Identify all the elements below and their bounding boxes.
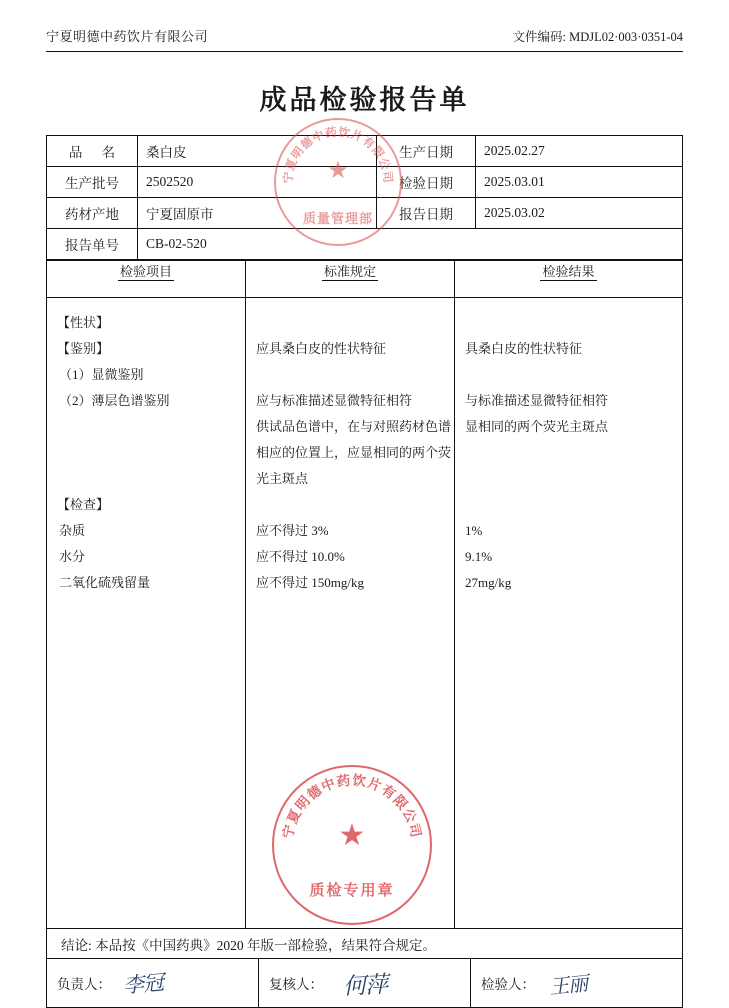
list-item: （1）显微鉴别 [59,367,144,382]
list-item: 应不得过 10.0% [256,549,345,564]
info-table [46,135,683,260]
stamp-main-arc: 宁夏明德中药饮片有限公司 [280,772,424,840]
table-body-row [47,298,683,929]
page-title: 成品检验报告单 [259,85,470,115]
list-item: 27mg/kg [465,575,512,590]
list-item: 应不得过 3% [256,523,329,538]
list-item: （2）薄层色谱鉴别 [59,393,170,408]
label-responsible: 负责人： [57,977,111,992]
document-header [46,26,683,52]
list-item: 显相同的两个荧光主斑点 [465,419,609,434]
column-header-standard [246,261,455,298]
signature-cell-inspector [471,959,683,1008]
signature-table [46,959,683,1008]
column-header-item-text: 检验项目 [119,264,172,279]
value-production-date: 2025.02.27 [476,136,683,167]
cell-standards [246,298,455,929]
list-item: 应不得过 150mg/kg [256,575,364,590]
document-code-value: MDJL02·003·0351-04 [569,30,683,44]
cell-results [455,298,683,929]
list-item [465,492,672,518]
label-inspector: 检验人： [481,977,535,992]
table-row [47,136,683,167]
column-header-result-text: 检验结果 [542,264,595,279]
list-item: 【检查】 [57,497,110,512]
standards-list [246,298,454,928]
table-row [47,229,683,260]
document-code-label: 文件编码: [512,30,566,44]
list-item: 9.1% [465,549,493,564]
document-code [513,27,684,45]
list-item [57,414,235,440]
list-item: 【性状】 [57,315,110,330]
table-row [47,167,683,198]
label-origin: 药材产地 [47,198,138,229]
list-item: 供试品色谱中，在与对照药材色谱 [256,419,452,434]
value-report-date: 2025.03.02 [476,198,683,229]
list-item [465,466,672,492]
list-item [465,440,672,466]
list-item: 1% [465,523,483,538]
list-item: 与标准描述显微特征相符 [465,393,609,408]
label-reviewer: 复核人： [269,977,323,992]
stamp-main-sub: 质检专用章 [309,882,395,899]
inspection-table [46,260,683,929]
list-item [256,362,444,388]
conclusion-text: 结论: 本品按《中国药典》2020 年版一部检验，结果符合规定。 [61,937,436,953]
label-report-no: 报告单号 [47,229,138,260]
list-item [256,492,444,518]
stamp-top-arc: 宁夏明德中药饮片有限公司 [282,126,394,185]
signature-responsible: 李冠 [122,970,165,998]
star-icon: ★ [338,818,366,852]
list-item: 水分 [59,549,86,564]
list-item: 具桑白皮的性状特征 [465,341,583,356]
table-header-row [47,261,683,298]
list-item: 相应的位置上，应显相同的两个荧 [256,445,452,460]
value-batch-no: 2502520 [138,167,377,198]
signature-inspector: 王丽 [548,970,589,999]
list-item: 应与标准描述显微特征相符 [256,393,413,408]
list-item [57,440,235,466]
label-product-name: 品 名 [47,136,138,167]
label-batch-no: 生产批号 [47,167,138,198]
list-item: 光主斑点 [256,471,309,486]
signature-reviewer: 何萍 [342,971,388,1000]
list-item [57,466,235,492]
signature-cell-responsible [47,959,259,1008]
label-production-date: 生产日期 [377,136,476,167]
signature-cell-reviewer [259,959,471,1008]
conclusion-row [46,929,683,959]
value-inspection-date: 2025.03.01 [476,167,683,198]
results-list [455,298,682,928]
value-report-no: CB-02-520 [138,229,683,260]
value-origin: 宁夏固原市 [138,198,377,229]
column-header-result [455,261,683,298]
label-inspection-date: 检验日期 [377,167,476,198]
table-row [47,959,683,1008]
column-header-item [47,261,246,298]
list-item [465,310,672,336]
list-item: 应具桑白皮的性状特征 [256,341,387,356]
list-item [256,310,444,336]
label-report-date: 报告日期 [377,198,476,229]
stamp-top-sub: 质量管理部 [302,210,373,226]
value-product-name: 桑白皮 [138,136,377,167]
list-item: 杂质 [59,523,86,538]
star-icon: ★ [327,157,349,184]
list-item [465,362,672,388]
company-name: 宁夏明德中药饮片有限公司 [46,29,209,44]
list-item: 【鉴别】 [57,341,110,356]
list-item: 二氧化硫残留量 [59,575,151,590]
items-list [47,298,245,928]
cell-items [47,298,246,929]
table-row [47,198,683,229]
column-header-standard-text: 标准规定 [323,264,376,279]
